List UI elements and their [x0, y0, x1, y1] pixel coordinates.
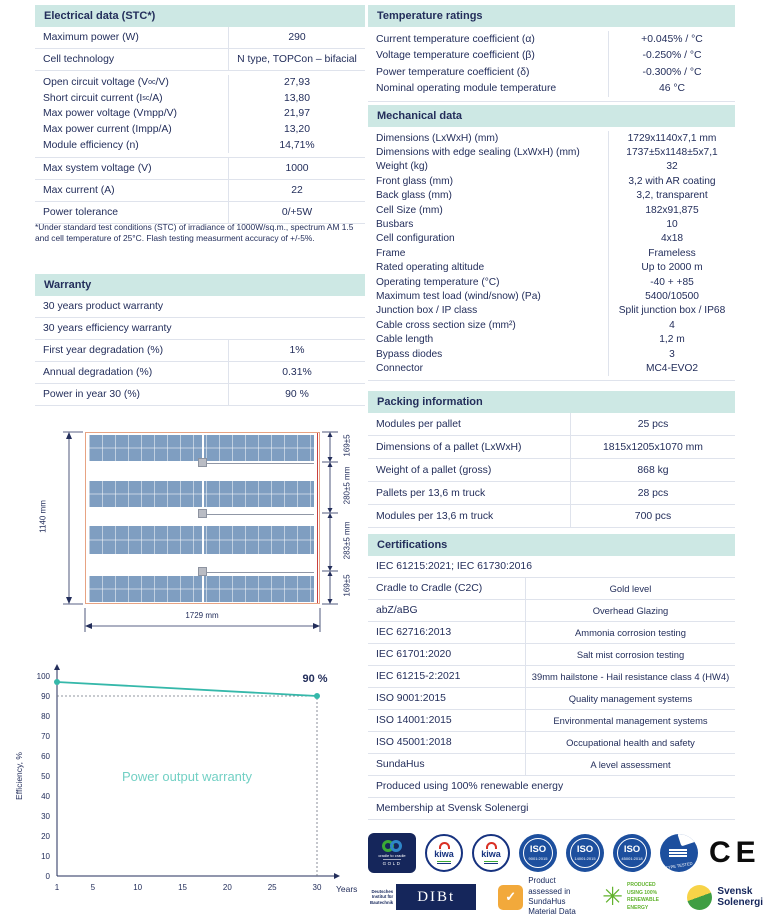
table-row — [368, 798, 735, 820]
svg-text:Power output warranty: Power output warranty — [121, 769, 253, 784]
string-line — [203, 514, 315, 515]
svg-text:1: 1 — [54, 883, 60, 892]
row-value: 1000 — [228, 158, 365, 179]
iso-45001-badge: ISO 45001:2018 — [613, 834, 651, 872]
row-value: Frameless — [648, 247, 696, 259]
segment-dimension: 283±5 mm — [342, 521, 352, 560]
row-label: Max power voltage (Vmpp/V) — [43, 108, 177, 120]
partner-logos-row — [368, 876, 763, 917]
row-label: Cell configuration — [376, 233, 455, 245]
dibt-logo: DIBt — [396, 884, 476, 910]
row-value: 1,2 m — [659, 334, 685, 346]
svg-text:30: 30 — [312, 883, 322, 892]
junction-box — [198, 509, 207, 518]
warranty-section-title: Warranty — [35, 274, 365, 296]
table-row — [368, 644, 735, 666]
table-row — [35, 180, 365, 202]
table-row — [368, 482, 735, 505]
row-label: Max system voltage (V) — [43, 162, 152, 174]
temperature-section-title: Temperature ratings — [368, 5, 735, 27]
row-label: Cell Size (mm) — [376, 204, 443, 216]
string-line — [203, 463, 315, 464]
row-label: Front glass (mm) — [376, 175, 453, 187]
row-label: Cell technology — [43, 54, 115, 65]
kiwa-logo: kiwa — [472, 834, 510, 872]
row-value: 1729x1140x7,1 mm — [627, 132, 717, 144]
temperature-group-row — [368, 27, 735, 102]
packing-section-title: Packing information — [368, 391, 735, 413]
table-row — [368, 666, 735, 688]
row-label: IEC 61215-2:2021 — [376, 671, 461, 682]
row-value: 1737±5x1148±5x7,1 — [626, 147, 718, 159]
row-label: Operating temperature (°C) — [376, 276, 500, 288]
row-label: Cable cross section size (mm²) — [376, 319, 516, 331]
row-value: 22 — [228, 180, 365, 201]
row-value: 32 — [666, 161, 678, 173]
row-label: 30 years efficiency warranty — [43, 323, 172, 334]
group-values — [608, 131, 735, 376]
table-row — [35, 296, 365, 318]
row-label: Weight of a pallet (gross) — [376, 464, 492, 476]
row-value: 4 — [669, 319, 675, 331]
table-row — [368, 776, 735, 798]
row-value: Quality management systems — [525, 688, 735, 709]
svensk-solenergi-caption: Svensk Solenergi — [717, 886, 763, 908]
renewable-energy-icon: ✳ — [602, 882, 624, 911]
row-value: MC4-EVO2 — [645, 362, 699, 374]
row-label: Maximum test load (wind/snow) (Pa) — [376, 290, 541, 302]
mechanical-group-row — [368, 127, 735, 381]
kiwa-arc-icon — [439, 842, 450, 849]
row-value: 28 pcs — [570, 482, 735, 504]
ce-mark: CE — [709, 836, 761, 869]
row-value: 1% — [228, 340, 365, 361]
row-label: First year degradation (%) — [43, 345, 164, 356]
table-row — [368, 600, 735, 622]
row-label: Busbars — [376, 219, 414, 231]
badge-wedge-icon — [677, 834, 697, 846]
power-output-warranty-chart — [12, 656, 364, 916]
electrical-group-row — [35, 71, 365, 158]
svg-text:80: 80 — [41, 712, 50, 721]
row-label: IEC 62716:2013 — [376, 627, 452, 638]
c2c-level-label: GOLD — [382, 861, 402, 866]
group-labels — [368, 31, 608, 97]
row-label: Voltage temperature coefficient (β) — [376, 50, 535, 62]
row-value: 27,93 — [283, 77, 310, 89]
kiwa-logo: kiwa — [425, 834, 463, 872]
row-label: ISO 45001:2018 — [376, 737, 452, 748]
row-value: 182x91,875 — [645, 204, 699, 216]
iso-ring-icon — [570, 838, 600, 868]
row-label: Current temperature coefficient (α) — [376, 33, 535, 45]
height-dimension: 1140 mm — [38, 500, 48, 533]
segment-dimension: 280±5 mm — [342, 466, 352, 505]
row-value: 25 pcs — [570, 413, 735, 435]
row-value: A level assessment — [525, 754, 735, 775]
row-value: Gold level — [525, 578, 735, 599]
svg-text:90: 90 — [41, 692, 50, 701]
row-value: Occupational health and safety — [525, 732, 735, 753]
table-row — [368, 754, 735, 776]
table-row — [35, 384, 365, 406]
row-label: Cable length — [376, 334, 434, 346]
c2c-blue-ring-icon — [390, 840, 402, 852]
row-label: Power in year 30 (%) — [43, 389, 141, 400]
table-row — [368, 436, 735, 459]
row-label: Module efficiency (n) — [43, 139, 139, 151]
row-label: Power temperature coefficient (δ) — [376, 66, 530, 78]
row-value: 39mm hailstone - Hail resistance class 4 (HW4) — [525, 666, 735, 687]
svg-text:Years: Years — [336, 884, 358, 894]
warranty-section — [35, 274, 365, 406]
module-dimension-diagram — [25, 420, 365, 650]
mechanical-data-section — [368, 105, 735, 381]
row-value: 13,20 — [283, 124, 310, 136]
width-dimension: 1729 mm — [185, 611, 219, 620]
row-label: Dimensions with edge sealing (LxWxH) (mm) — [376, 147, 580, 159]
row-label: Max current (A) — [43, 184, 115, 196]
row-value: 700 pcs — [570, 505, 735, 527]
row-value: 868 kg — [570, 459, 735, 481]
row-label: Dimensions of a pallet (LxWxH) — [376, 441, 522, 453]
row-value: Split junction box / IP68 — [618, 305, 726, 317]
row-label: Modules per pallet — [376, 418, 461, 430]
row-label: Back glass (mm) — [376, 190, 452, 202]
row-label: Rated operating altitude — [376, 262, 485, 274]
row-label: ISO 9001:2015 — [376, 693, 446, 704]
row-label: Annual degradation (%) — [43, 367, 153, 378]
table-row — [35, 27, 365, 49]
group-labels — [368, 131, 608, 376]
row-label: SundaHus — [376, 759, 425, 770]
row-label: IEC 61701:2020 — [376, 649, 452, 660]
junction-box — [198, 458, 207, 467]
module-drawing — [85, 432, 320, 604]
segment-dimension: 169±5 — [342, 434, 352, 457]
certifications-section — [368, 534, 735, 820]
row-value: 13,80 — [283, 92, 310, 104]
row-value: 46 °C — [658, 83, 686, 95]
kiwa-subtext-bars — [484, 861, 498, 864]
iso-9001-badge: ISO 9001:2015 — [519, 834, 557, 872]
row-label: Junction box / IP class — [376, 305, 478, 317]
row-value: Environmental management systems — [525, 710, 735, 731]
row-value: 3 — [669, 348, 675, 360]
row-value: -40 + +85 — [650, 276, 694, 288]
row-label: Membership at Svensk Solenergi — [376, 803, 529, 814]
svg-text:Efficiency, %: Efficiency, % — [14, 752, 24, 800]
table-row — [368, 688, 735, 710]
row-value: 3,2 with AR coating — [628, 175, 716, 187]
svg-text:5: 5 — [90, 883, 96, 892]
c2c-wordmark: cradle to cradle — [378, 853, 406, 858]
table-row — [368, 578, 735, 600]
row-label: abZ/aBG — [376, 605, 418, 616]
svg-text:60: 60 — [41, 752, 50, 761]
svg-text:70: 70 — [41, 732, 50, 741]
row-value: 21,97 — [283, 108, 310, 120]
row-value: -0.300% / °C — [642, 66, 702, 78]
electrical-data-section — [35, 5, 365, 224]
table-row — [35, 362, 365, 384]
svg-text:0: 0 — [45, 872, 50, 881]
svg-text:10: 10 — [41, 852, 50, 861]
packing-information-section — [368, 391, 735, 528]
table-row — [35, 340, 365, 362]
table-row — [368, 505, 735, 528]
group-values — [608, 31, 735, 97]
table-row — [35, 158, 365, 180]
row-value: 0/+5W — [228, 202, 365, 223]
kiwa-subtext-bars — [437, 861, 451, 864]
row-value: 290 — [228, 27, 365, 48]
row-value: N type, TOPCon – bifacial — [228, 49, 365, 70]
edge-seal-line — [317, 433, 319, 603]
table-row — [35, 202, 365, 224]
iso-ring-icon — [617, 838, 647, 868]
stc-footnote: *Under standard test conditions (STC) of irradiance of 1000W/sq.m., spectrum AM 1.5 and cell temperature of 25°C. Flash testing measurment accuracy of +/-5%. — [35, 222, 354, 244]
renewable-energy-caption: PRODUCED USING 100% RENEWABLE ENERGY — [627, 882, 659, 911]
row-label: Weight (kg) — [376, 161, 428, 173]
svg-text:25: 25 — [267, 883, 277, 892]
row-value: Up to 2000 m — [641, 262, 703, 274]
electrical-section-title: Electrical data (STC*) — [35, 5, 365, 27]
row-label: Frame — [376, 247, 406, 259]
table-row — [35, 318, 365, 340]
row-value: -0.250% / °C — [642, 50, 702, 62]
row-value: 90 % — [228, 384, 365, 405]
row-label: Dimensions (LxWxH) (mm) — [376, 132, 499, 144]
svg-text:90 %: 90 % — [302, 673, 328, 685]
row-value: 14,71% — [279, 139, 315, 151]
row-value: Salt mist corrosion testing — [525, 644, 735, 665]
row-value: +0.045% / °C — [641, 33, 703, 45]
svg-text:20: 20 — [222, 883, 232, 892]
c2c-rings-icon — [382, 840, 402, 852]
row-label: Modules per 13,6 m truck — [376, 510, 494, 522]
svg-text:100: 100 — [36, 672, 50, 681]
row-label: Produced using 100% renewable energy — [376, 781, 564, 792]
badge-text-bars — [669, 849, 687, 858]
row-label: Pallets per 13,6 m truck — [376, 487, 486, 499]
group-values — [228, 75, 365, 153]
row-value: 4x18 — [660, 233, 684, 245]
certification-logos-row — [368, 832, 761, 874]
row-label: ISO 14001:2015 — [376, 715, 452, 726]
group-labels — [35, 75, 228, 153]
row-label: Bypass diodes — [376, 348, 443, 360]
row-value: Overhead Glazing — [525, 600, 735, 621]
row-label: Max power current (Impp/A) — [43, 124, 172, 136]
sundahus-shield-icon: ✓ — [498, 885, 523, 910]
row-label: Cradle to Cradle (C2C) — [376, 583, 483, 594]
sundahus-caption: Product assessed in SundaHus Material Data — [528, 876, 576, 917]
row-label: Open circuit voltage (V oc /V) — [43, 77, 169, 89]
iso-14001-badge: ISO 14001:2015 — [566, 834, 604, 872]
svg-text:40: 40 — [41, 792, 50, 801]
kiwa-arc-icon — [486, 842, 497, 849]
row-value: 10 — [666, 219, 678, 231]
row-label: Power tolerance — [43, 206, 119, 218]
row-label: Connector — [376, 362, 424, 374]
row-value: Ammonia corrosion testing — [525, 622, 735, 643]
chart-canvas — [12, 656, 364, 916]
row-value: 0.31% — [228, 362, 365, 383]
row-label: Short circuit current (I sc /A) — [43, 92, 163, 104]
svg-text:30: 30 — [41, 812, 50, 821]
certifications-section-title: Certifications — [368, 534, 735, 556]
row-value: 3,2, transparent — [636, 190, 708, 202]
table-row — [35, 49, 365, 71]
table-row — [368, 459, 735, 482]
svg-text:50: 50 — [41, 772, 50, 781]
table-row — [368, 556, 735, 578]
junction-box — [198, 567, 207, 576]
string-line — [203, 572, 315, 573]
svensk-solenergi-icon — [687, 885, 712, 910]
type-tested-badge: TYPE TESTED — [660, 834, 698, 872]
row-label: 30 years product warranty — [43, 301, 164, 312]
table-row — [368, 732, 735, 754]
row-value: 5400/10500 — [645, 290, 699, 302]
dibt-caption: Deutsches Institut für Bautechnik — [370, 888, 394, 905]
svg-text:20: 20 — [41, 832, 50, 841]
row-label: Nominal operating module temperature — [376, 83, 557, 95]
svg-text:15: 15 — [178, 883, 187, 892]
table-row — [368, 413, 735, 436]
iso-ring-icon — [523, 838, 553, 868]
cradle-to-cradle-logo — [368, 833, 416, 873]
mechanical-section-title: Mechanical data — [368, 105, 735, 127]
svg-text:10: 10 — [133, 883, 143, 892]
table-row — [368, 710, 735, 732]
row-label: IEC 61215:2021; IEC 61730:2016 — [376, 561, 532, 572]
row-label: Maximum power (W) — [43, 32, 139, 43]
temperature-ratings-section — [368, 5, 735, 102]
table-row — [368, 622, 735, 644]
segment-dimension: 169±5 — [342, 574, 352, 597]
row-value: 1815x1205x1070 mm — [570, 436, 735, 458]
